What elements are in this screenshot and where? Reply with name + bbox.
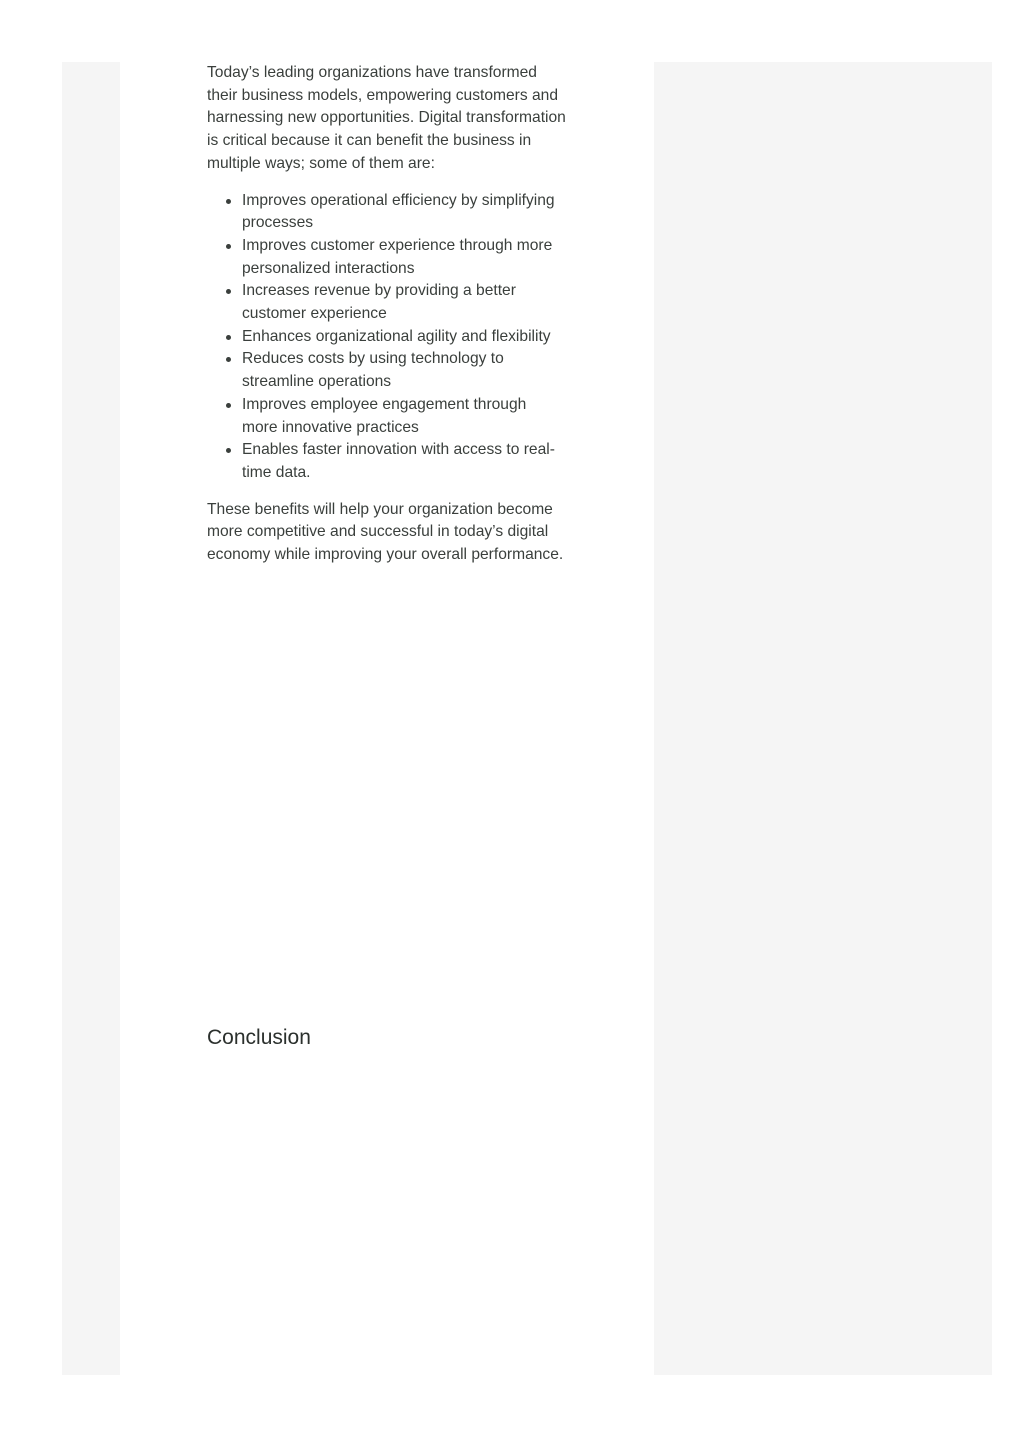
intro-paragraph: Today’s leading organizations have transformed their business models, empowering customers and harnessing new opportunities. Digital transformation is critical because it can benefit the business in multiple ways; some of them are: [207, 64, 566, 172]
list-item-text: Improves customer experience through more personalized interactions [242, 236, 553, 277]
list-item-text: Reduces costs by using technology to streamline operations [242, 350, 504, 391]
list-item-text: Enhances organizational agility and flexibility [242, 327, 551, 345]
list-item [242, 326, 569, 349]
bullet-icon [226, 289, 231, 294]
list-item-text: Improves operational efficiency by simplifying processes [242, 191, 555, 232]
bullet-icon [226, 448, 231, 453]
bullet-icon [226, 335, 231, 340]
right-sidebar-panel [654, 62, 992, 1375]
bullet-icon [226, 357, 231, 362]
list-item [242, 190, 569, 235]
list-item-text: Increases revenue by providing a better customer experience [242, 282, 516, 323]
bullet-icon [226, 244, 231, 249]
list-item [242, 394, 569, 439]
list-item [242, 280, 569, 325]
benefits-list [207, 190, 569, 485]
closing-paragraph: These benefits will help your organization become more competitive and successful in today’s digital economy while improving your overall performance. [207, 500, 564, 564]
list-item [242, 439, 569, 484]
list-item-text: Improves employee engagement through more innovative practices [242, 395, 527, 436]
list-item [242, 235, 569, 280]
conclusion-heading: Conclusion [207, 1026, 311, 1049]
list-item [242, 348, 569, 393]
bullet-icon [226, 403, 231, 408]
article-body [207, 62, 569, 567]
bullet-icon [226, 199, 231, 204]
list-item-text: Enables faster innovation with access to real-time data. [242, 441, 555, 481]
left-gutter-panel [62, 62, 120, 1375]
